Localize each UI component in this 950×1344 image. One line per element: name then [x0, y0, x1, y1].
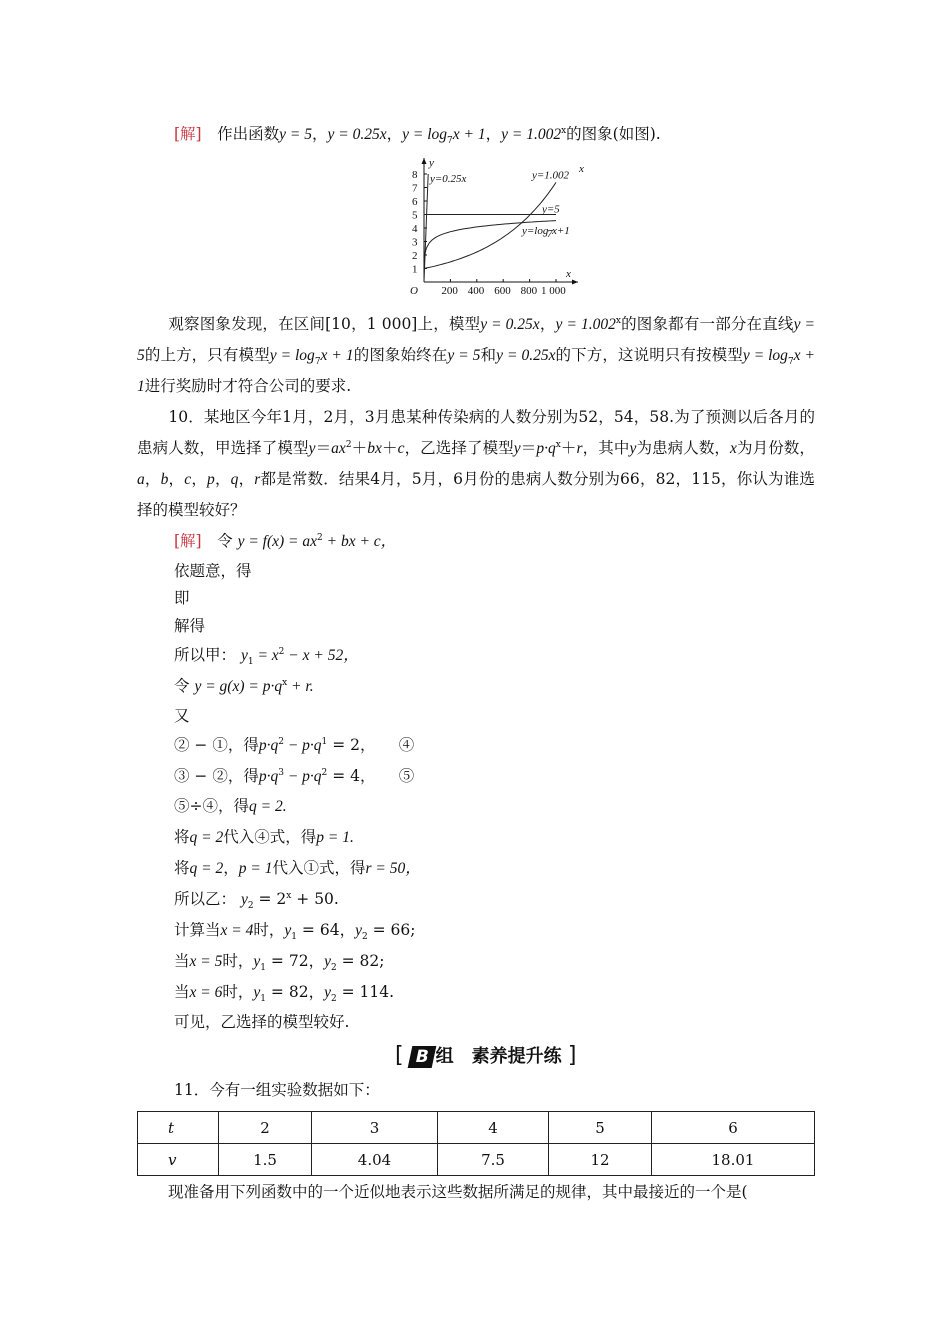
table-row: v 1.5 4.04 7.5 12 18.01: [138, 1144, 815, 1176]
data-table: [137, 1111, 815, 1176]
solution-line: 当x = 5时，$y_1 = 72$，$y_2 = 82$;: [174, 952, 385, 974]
solution-intro-line: [解] 作出函数y = 5，y = 0.25x，$y = \log_7x + 1$，$y = 1.002^x$的图象(如图).: [174, 125, 661, 147]
y-tick-label: 3: [412, 236, 418, 249]
y-axis-arrow: [422, 158, 427, 164]
solution-line: 所以甲： $y_1 = x^2 - x + 52$，: [174, 646, 359, 668]
solution-line: 将q = 2代入④式，得p = 1.: [174, 828, 354, 846]
solution-line: [解] 令 $y = f(x) = ax^2$ + bx + c，: [174, 532, 397, 550]
x-axis-label: x: [566, 268, 571, 280]
solution-line: 计算当x = 4时，$y_1 = 64$，$y_2 = 66$;: [174, 921, 416, 943]
solution-tag: [解]: [174, 125, 202, 143]
problem-10: 10．某地区今年1月，2月，3月患某种传染病的人数分别为52，54，58.为了预测以后各月的患病人数，甲选择了模型$y=ax^2+bx+c$，乙选择了模型$y=p\cdot q^x+r$，其中y为患病人数，x为月份数，a，b，c，p，q，r都是常数．结果4月，5月，6月份的患病人数分别为66，82，115，你认为谁选择的模型较好？: [137, 408, 815, 519]
solution-line: 即: [174, 589, 190, 607]
origin-label: O: [410, 285, 418, 296]
series-label-exp: y=1.002: [532, 169, 570, 182]
solution-tag: [解]: [174, 532, 202, 550]
series-label-0.25x: y=0.25x: [430, 173, 467, 186]
x-tick-label: 600: [494, 285, 511, 296]
solution-line: ⑤÷④，得q = 2.: [174, 797, 287, 815]
solution-line: ③ − ②，得$p\cdot q^3 - p\cdot q^2 = 4$， ⑤: [174, 767, 415, 785]
y-tick-label: 5: [412, 209, 418, 222]
series-label-exp-sup: x: [579, 163, 584, 175]
series-label-log: y=log: [522, 225, 549, 238]
observation-paragraph: 观察图象发现，在区间[10，1 000]上，模型y = 0.25x，$y = 1.002^x$的图象都有一部分在直线y = 5的上方，只有模型$y = \log_7x + 1$的图象始终在y = 5和y = 0.25x的下方，这说明只有按模型$y = \log_7x + 1$进行奖励时才符合公司的要求.: [137, 315, 815, 395]
x-tick-label: 200: [441, 285, 458, 296]
x-tick-label: 800: [520, 285, 538, 296]
y-tick-label: 1: [412, 263, 418, 276]
solution-line: 依题意，得: [174, 562, 252, 580]
problem-11: 11．今有一组实验数据如下：: [174, 1081, 380, 1099]
group-b-badge: B: [407, 1046, 436, 1068]
x-tick-label: 400: [467, 285, 485, 296]
problem-11-prompt: 现准备用下列函数中的一个近似地表示这些数据所满足的规律，其中最接近的一个是(: [168, 1183, 748, 1201]
x-axis-arrow: [572, 280, 578, 285]
section-header: [ B 组 素养提升练 ]: [395, 1043, 577, 1068]
solution-line: 又: [174, 707, 190, 725]
y-tick-label: 7: [412, 182, 418, 195]
function-graph: [404, 156, 584, 296]
x-tick-label: 1 000: [541, 285, 566, 296]
solution-line: 令 $y = g(x) = p\cdot q^x + r$.: [174, 677, 314, 695]
y-tick-label: 8: [412, 169, 418, 181]
solution-line: 所以乙： $y_2 = 2^x + 50$.: [174, 890, 339, 912]
series-label-log-end: x+1: [552, 225, 570, 238]
y-axis-label: y: [429, 157, 434, 169]
table-row: t 2 3 4 5 6: [138, 1112, 815, 1144]
series-label-y5: y=5: [542, 203, 560, 216]
y-tick-label: 4: [412, 223, 418, 235]
solution-line: 解得: [174, 617, 206, 635]
y-tick-label: 2: [412, 250, 418, 262]
solution-line: 将q = 2，p = 1代入①式，得r = 50，: [174, 859, 421, 877]
solution-line: ② − ①，得$p\cdot q^2 - p\cdot q^1 = 2$， ④: [174, 736, 415, 754]
y-tick-label: 6: [412, 196, 418, 208]
solution-line: 当x = 6时，$y_1 = 82$，$y_2 = 114$.: [174, 983, 395, 1005]
series-label-log-sub: 7: [547, 228, 553, 241]
solution-line: 可见，乙选择的模型较好.: [174, 1013, 350, 1031]
